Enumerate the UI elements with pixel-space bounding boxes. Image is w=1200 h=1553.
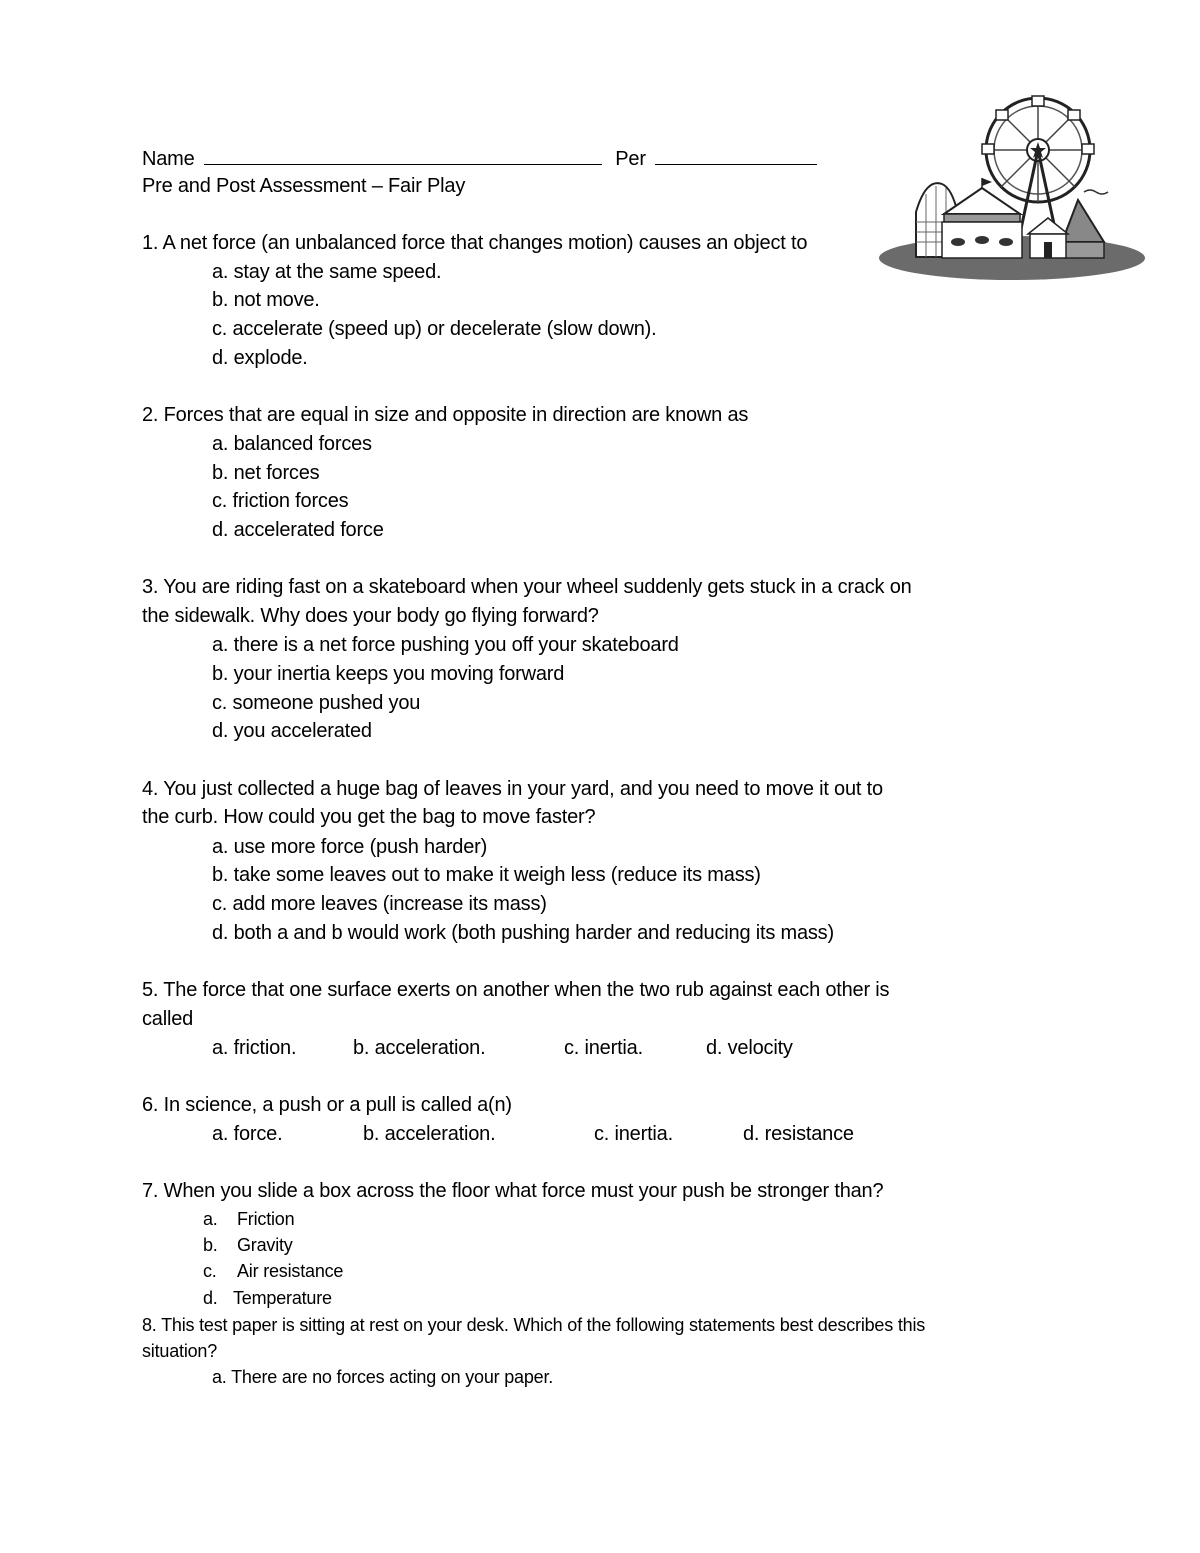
question-4-option-b[interactable]: b. take some leaves out to make it weigh less (reduce its mass) — [212, 864, 761, 886]
question-4-option-a[interactable]: a. use more force (push harder) — [212, 836, 488, 858]
question-8-option-a[interactable]: a. There are no forces acting on your paper. — [212, 1367, 554, 1387]
question-7-option-a[interactable] — [203, 1209, 294, 1230]
question-5-option-b[interactable]: b. acceleration. — [353, 1037, 486, 1059]
question-3-stem-line-1: 3. You are riding fast on a skateboard when your wheel suddenly gets stuck in a crack on — [142, 576, 912, 598]
question-3-option-c[interactable]: c. someone pushed you — [212, 692, 421, 714]
option-letter: a. — [203, 1209, 218, 1229]
question-4-option-c[interactable]: c. add more leaves (increase its mass) — [212, 893, 547, 915]
question-4-stem-line-1: 4. You just collected a huge bag of leaves in your yard, and you need to move it out to — [142, 778, 883, 800]
per-label: Per — [615, 148, 646, 170]
option-text: Air resistance — [237, 1261, 344, 1281]
question-7-option-b[interactable] — [203, 1235, 293, 1256]
question-4-stem-line-2: the curb. How could you get the bag to move faster? — [142, 806, 596, 828]
question-6-option-c[interactable]: c. inertia. — [594, 1123, 673, 1145]
option-text: Temperature — [233, 1288, 332, 1308]
question-3-option-b[interactable]: b. your inertia keeps you moving forward — [212, 663, 565, 685]
question-2-option-d[interactable]: d. accelerated force — [212, 519, 384, 541]
ferris-wheel-fair-illustration — [878, 92, 1148, 284]
question-8-stem-line-1: 8. This test paper is sitting at rest on your desk. Which of the following statements best describes this — [142, 1315, 926, 1335]
name-field[interactable] — [142, 146, 817, 171]
question-4-option-d[interactable]: d. both a and b would work (both pushing harder and reducing its mass) — [212, 922, 834, 944]
question-1-option-c[interactable]: c. accelerate (speed up) or decelerate (slow down). — [212, 318, 657, 340]
question-3-option-a[interactable]: a. there is a net force pushing you off your skateboard — [212, 634, 679, 656]
question-1-stem: 1. A net force (an unbalanced force that changes motion) causes an object to — [142, 232, 808, 254]
tent-icon — [1028, 190, 1108, 258]
name-blank[interactable] — [204, 146, 602, 165]
question-6-option-d[interactable]: d. resistance — [743, 1123, 854, 1145]
question-1-option-a[interactable]: a. stay at the same speed. — [212, 261, 442, 283]
question-1-option-b[interactable]: b. not move. — [212, 289, 320, 311]
question-2-stem: 2. Forces that are equal in size and opposite in direction are known as — [142, 404, 749, 426]
name-label: Name — [142, 148, 195, 170]
carousel-icon — [942, 178, 1022, 258]
question-5-option-c[interactable]: c. inertia. — [564, 1037, 643, 1059]
question-6-option-b[interactable]: b. acceleration. — [363, 1123, 496, 1145]
question-5-option-a[interactable]: a. friction. — [212, 1037, 297, 1059]
question-6-stem: 6. In science, a push or a pull is called a(n) — [142, 1094, 512, 1116]
question-2-option-a[interactable]: a. balanced forces — [212, 433, 372, 455]
question-7-option-d[interactable] — [203, 1288, 332, 1309]
option-letter: b. — [203, 1235, 218, 1255]
option-letter: d. — [203, 1288, 218, 1308]
option-text: Gravity — [237, 1235, 293, 1255]
question-5-stem-line-1: 5. The force that one surface exerts on another when the two rub against each other is — [142, 979, 890, 1001]
option-letter: c. — [203, 1261, 217, 1281]
option-text: Friction — [237, 1209, 295, 1229]
question-7-option-c[interactable] — [203, 1261, 343, 1282]
question-2-option-c[interactable]: c. friction forces — [212, 490, 349, 512]
question-1-option-d[interactable]: d. explode. — [212, 347, 308, 369]
page-title: Pre and Post Assessment – Fair Play — [142, 175, 466, 197]
question-5-stem-line-2: called — [142, 1008, 194, 1030]
question-3-stem-line-2: the sidewalk. Why does your body go flying forward? — [142, 605, 599, 627]
per-blank[interactable] — [655, 146, 817, 165]
question-3-option-d[interactable]: d. you accelerated — [212, 720, 372, 742]
question-8-stem-line-2: situation? — [142, 1341, 218, 1361]
question-6-option-a[interactable]: a. force. — [212, 1123, 283, 1145]
question-7-stem: 7. When you slide a box across the floor what force must your push be stronger than? — [142, 1180, 884, 1202]
question-5-option-d[interactable]: d. velocity — [706, 1037, 793, 1059]
question-2-option-b[interactable]: b. net forces — [212, 462, 320, 484]
